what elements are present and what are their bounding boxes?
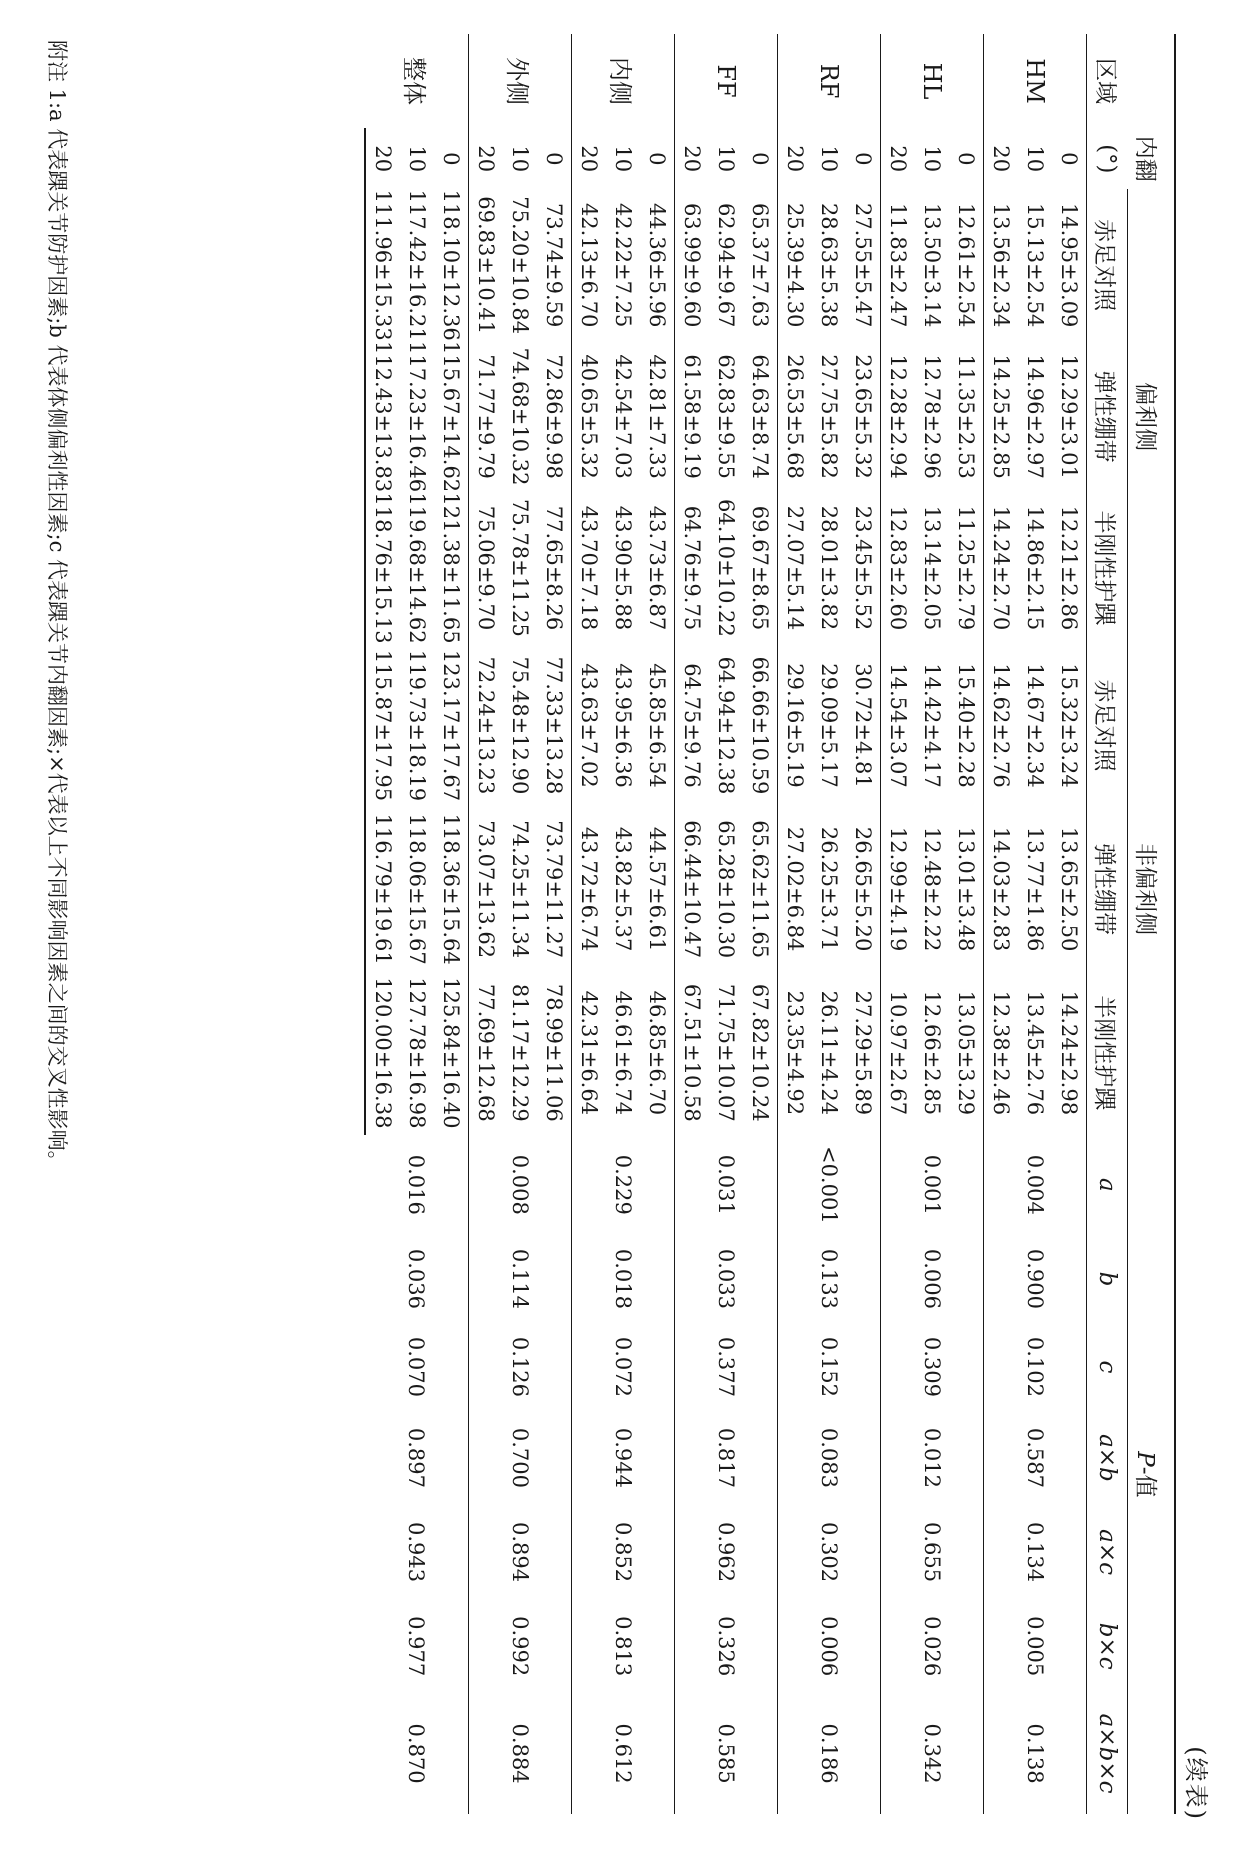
p-value-cell: 0.138 [1023,1723,1047,1784]
angle-cell: 20 [783,145,807,173]
angle-cell: 20 [365,128,400,189]
p-value-cell: 0.134 [1023,1521,1047,1583]
value-cell: 12.28±2.94 [886,354,910,479]
angle-cell: 0 [1057,152,1081,166]
value-cell: 73.74±9.59 [537,189,572,340]
value-cell: 10.97±2.67 [886,990,910,1116]
p-value-cell: 0.897 [365,1411,469,1505]
header-condition-semirigid-1: 半刚性护踝 [1087,492,1128,643]
value-cell: 118.36±15.64 [434,807,469,971]
value-cell: 121.38±11.65 [434,492,469,643]
p-value-cell: 0.186 [778,1693,881,1814]
value-cell: 11.83±2.47 [886,202,910,328]
region-cell: 内侧 [572,34,675,128]
value-cell: 28.01±3.82 [817,505,841,631]
p-value-cell: 0.229 [572,1135,675,1235]
p-value-cell: 0.012 [881,1411,984,1505]
table-row [1052,34,1087,1814]
value-cell: 77.65±8.26 [537,492,572,643]
value-cell: 43.70±7.18 [577,505,601,631]
p-value-cell: 0.900 [1023,1248,1047,1309]
value-cell: 27.02±6.84 [783,826,807,952]
continued-label: (续表) [1182,1746,1210,1821]
angle-cell: 20 [886,145,910,173]
p-value-cell: 0.102 [1023,1336,1047,1397]
p-value-cell: 0.377 [675,1323,778,1411]
value-cell: 27.55±5.47 [846,189,881,340]
value-cell: 62.83±9.55 [714,354,738,479]
angle-cell: 0 [434,128,469,189]
p-value-cell: 0.016 [365,1135,469,1235]
value-cell: 115.67±14.62 [434,341,469,492]
p-value-cell: 0.031 [675,1135,778,1235]
value-cell: 118.06±15.67 [405,813,429,965]
value-cell: 46.61±6.74 [611,990,635,1116]
value-cell: 26.65±5.20 [846,807,881,971]
header-p-b: b [1087,1235,1128,1323]
value-cell: 119.68±14.62 [405,492,429,644]
region-cell: RF [778,34,881,128]
p-value-cell: 0.943 [365,1505,469,1599]
value-cell: 117.23±16.46 [405,340,429,493]
value-cell: 123.17±17.67 [434,644,469,808]
value-cell: 12.78±2.96 [920,354,944,479]
value-cell: 75.06±9.70 [474,505,498,631]
value-cell: 23.35±4.92 [783,990,807,1116]
value-cell: 27.29±5.89 [846,971,881,1135]
region-cell: FF [675,34,778,128]
value-cell: 64.10±10.22 [714,499,738,637]
table-row [640,34,675,1814]
value-cell: 42.81±7.33 [640,341,675,492]
p-value-cell: 0.870 [365,1693,469,1814]
value-cell: 44.36±5.96 [640,189,675,340]
value-cell: 71.77±9.79 [474,354,498,479]
value-cell: 29.09±5.17 [817,663,841,788]
p-value-cell: 0.612 [572,1693,675,1814]
p-value-cell: 0.070 [365,1323,469,1411]
value-cell: 72.24±13.23 [474,656,498,795]
value-cell: 61.58±9.19 [680,354,704,479]
p-value-cell: 0.852 [572,1505,675,1599]
value-cell: 43.82±5.37 [611,826,635,952]
p-value-cell: 0.813 [572,1599,675,1693]
p-value-cell: 0.585 [675,1693,778,1814]
angle-cell: 10 [405,145,429,173]
value-cell: 117.42±16.21 [405,189,429,341]
value-cell: 42.54±7.03 [611,354,635,479]
value-cell: 12.99±4.19 [886,826,910,952]
p-value-cell: 0.033 [675,1235,778,1323]
p-value-cell: 0.133 [778,1235,881,1323]
results-table [364,34,1176,1814]
value-cell: 42.31±6.64 [577,990,601,1116]
table-row [537,34,572,1814]
p-value-cell: 0.004 [1023,1154,1047,1215]
header-condition-barefoot-1: 赤足对照 [1087,189,1128,340]
p-value-cell: <0.001 [778,1135,881,1235]
value-cell: 13.77±1.86 [1023,826,1047,952]
value-cell: 72.86±9.98 [537,341,572,492]
value-cell: 73.79±11.27 [537,807,572,971]
value-cell: 14.95±3.09 [1057,202,1081,328]
header-condition-elastic-1: 弹性绷带 [1087,341,1128,492]
value-cell: 12.29±3.01 [1057,354,1081,479]
p-value-cell: 0.152 [778,1323,881,1411]
angle-cell: 0 [846,128,881,189]
angle-cell: 10 [508,145,532,173]
value-cell: 119.73±18.19 [405,649,429,802]
value-cell: 13.01±3.48 [949,807,984,971]
value-cell: 43.72±6.74 [577,826,601,952]
value-cell: 27.75±5.82 [817,354,841,479]
p-value-cell: 0.008 [469,1135,572,1235]
angle-cell: 10 [611,145,635,173]
value-cell: 14.96±2.97 [1023,354,1047,479]
value-cell: 77.33±13.28 [537,644,572,808]
angle-cell: 10 [920,145,944,173]
value-cell: 64.76±9.75 [680,505,704,631]
value-cell: 64.94±12.38 [714,656,738,795]
p-value-cell: 0.944 [572,1411,675,1505]
header-region: 区域 [1087,34,1128,128]
value-cell: 27.07±5.14 [783,505,807,631]
p-value-cell: 0.884 [469,1693,572,1814]
value-cell: 73.07±13.62 [474,820,498,959]
region-cell: 外侧 [469,34,572,128]
value-cell: 13.65±2.50 [1057,826,1081,952]
value-cell: 12.83±2.60 [886,505,910,631]
angle-cell: 0 [743,128,778,189]
value-cell: 29.16±5.19 [783,663,807,788]
value-cell: 14.24±2.98 [1057,990,1081,1116]
header-p-axc: a×c [1087,1505,1128,1599]
p-value-cell: 0.700 [469,1411,572,1505]
value-cell: 15.32±3.24 [1057,663,1081,788]
p-value-cell: 0.072 [572,1323,675,1411]
p-value-cell: 0.977 [365,1599,469,1693]
region-cell: HM [1021,58,1049,104]
table-row [949,34,984,1814]
value-cell: 26.11±4.24 [817,990,841,1116]
value-cell: 118.10±12.36 [434,189,469,340]
value-cell: 71.75±10.07 [714,983,738,1122]
value-cell: 25.39±4.30 [783,202,807,328]
value-cell: 75.78±11.25 [508,499,532,637]
header-p-axb: a×b [1087,1411,1128,1505]
p-value-cell: 0.326 [675,1599,778,1693]
p-value-cell: 0.006 [778,1599,881,1693]
header-p-c: c [1087,1323,1128,1411]
value-cell: 30.72±4.81 [846,644,881,808]
value-cell: 26.25±3.71 [817,826,841,952]
header-unaffected-side: 非偏利侧 [1128,644,1176,1135]
value-cell: 69.83±10.41 [474,196,498,335]
angle-cell: 20 [577,145,601,173]
p-value-cell: 0.342 [881,1693,984,1814]
value-cell: 66.66±10.59 [743,644,778,808]
value-cell: 13.50±3.14 [920,202,944,328]
value-cell: 116.79±19.61 [365,807,400,971]
value-cell: 77.69±12.68 [474,983,498,1122]
header-p-bxc: b×c [1087,1599,1128,1693]
value-cell: 120.00±16.38 [365,971,400,1135]
value-cell: 12.38±2.46 [989,990,1013,1116]
value-cell: 14.54±3.07 [886,663,910,788]
value-cell: 11.35±2.53 [949,341,984,492]
value-cell: 67.51±10.58 [680,983,704,1122]
header-affected-side: 偏利侧 [1128,189,1176,643]
value-cell: 23.45±5.52 [846,492,881,643]
angle-cell: 0 [949,128,984,189]
value-cell: 43.90±5.88 [611,505,635,631]
value-cell: 118.76±15.13 [365,492,400,643]
region-cell: 整体 [365,34,469,128]
value-cell: 12.66±2.85 [920,990,944,1116]
value-cell: 14.62±2.76 [989,663,1013,788]
value-cell: 81.17±12.29 [508,983,532,1122]
value-cell: 15.40±2.28 [949,644,984,808]
value-cell: 115.87±17.95 [365,644,400,808]
angle-cell: 20 [680,145,704,173]
header-condition-semirigid-2: 半刚性护踝 [1087,971,1128,1135]
p-value-cell: 0.018 [572,1235,675,1323]
value-cell: 125.84±16.40 [434,971,469,1135]
table-body [365,34,1087,1814]
angle-cell: 10 [817,145,841,173]
value-cell: 11.25±2.79 [949,492,984,643]
value-cell: 69.67±8.65 [743,492,778,643]
value-cell: 28.63±5.38 [817,202,841,328]
value-cell: 23.65±5.32 [846,341,881,492]
value-cell: 43.73±6.87 [640,492,675,643]
p-value-cell: 0.036 [365,1235,469,1323]
header-inversion: 内翻 [1128,128,1176,189]
value-cell: 12.61±2.54 [949,189,984,340]
p-value-cell: 0.894 [469,1505,572,1599]
value-cell: 74.25±11.34 [508,820,532,959]
value-cell: 13.14±2.05 [920,505,944,631]
p-value-cell: 0.114 [469,1235,572,1323]
value-cell: 112.43±13.83 [365,341,400,492]
header-condition-barefoot-2: 赤足对照 [1087,644,1128,808]
header-condition-elastic-2: 弹性绷带 [1087,807,1128,971]
region-cell: HL [881,34,984,128]
value-cell: 14.24±2.70 [989,505,1013,631]
angle-cell: 0 [537,128,572,189]
footnote: 附注 1:a 代表踝关节防护因素;b 代表体侧偏利性因素;c 代表踝关节内翻因素;×代表以上不同影响因素之间的交叉性影响。 [45,40,69,1172]
p-value-cell: 0.026 [881,1599,984,1693]
value-cell: 67.82±10.24 [743,971,778,1135]
p-value-cell: 0.006 [881,1235,984,1323]
header-p-value: P-值 [1128,1135,1176,1814]
p-value-cell: 0.309 [881,1323,984,1411]
value-cell: 12.21±2.86 [1057,505,1081,631]
angle-cell: 20 [474,145,498,173]
value-cell: 43.95±6.36 [611,663,635,788]
value-cell: 127.78±16.98 [405,977,429,1129]
value-cell: 64.63±8.74 [743,341,778,492]
p-value-cell: 0.992 [469,1599,572,1693]
table-row [743,34,778,1814]
value-cell: 62.94±9.67 [714,202,738,328]
angle-cell: 10 [714,145,738,173]
value-cell: 74.68±10.32 [508,347,532,486]
value-cell: 78.99±11.06 [537,971,572,1135]
value-cell: 12.48±2.22 [920,826,944,952]
value-cell: 14.86±2.15 [1023,505,1047,631]
p-value-cell: 0.655 [881,1505,984,1599]
p-value-cell: 0.083 [778,1411,881,1505]
header-p-a: a [1087,1135,1128,1235]
p-value-cell: 0.302 [778,1505,881,1599]
value-cell: 15.13±2.54 [1023,202,1047,328]
value-cell: 42.22±7.25 [611,202,635,328]
value-cell: 75.48±12.90 [508,656,532,795]
value-cell: 65.28±10.30 [714,820,738,959]
value-cell: 65.37±7.63 [743,189,778,340]
p-value-cell: 0.005 [1023,1616,1047,1677]
value-cell: 26.53±5.68 [783,354,807,479]
value-cell: 43.63±7.02 [577,663,601,788]
p-value-cell: 0.126 [469,1323,572,1411]
value-cell: 46.85±6.70 [640,971,675,1135]
value-cell: 65.62±11.65 [743,807,778,971]
value-cell: 111.96±15.33 [365,189,400,340]
value-cell: 13.05±3.29 [949,971,984,1135]
value-cell: 64.75±9.76 [680,663,704,788]
value-cell: 42.13±6.70 [577,202,601,328]
p-value-cell: 0.817 [675,1411,778,1505]
value-cell: 14.42±4.17 [920,663,944,788]
table-row [846,34,881,1814]
angle-cell: 0 [640,128,675,189]
p-value-cell: 0.587 [1023,1427,1047,1488]
value-cell: 66.44±10.47 [680,820,704,959]
value-cell: 40.65±5.32 [577,354,601,479]
table-row [434,34,469,1814]
value-cell: 13.45±2.76 [1023,990,1047,1116]
value-cell: 44.57±6.61 [640,807,675,971]
value-cell: 14.67±2.34 [1023,663,1047,788]
value-cell: 14.25±2.85 [989,354,1013,479]
p-value-cell: 0.001 [881,1135,984,1235]
value-cell: 14.03±2.83 [989,826,1013,952]
value-cell: 45.85±6.54 [640,644,675,808]
value-cell: 13.56±2.34 [989,202,1013,328]
header-inversion-unit: (°) [1087,128,1128,189]
value-cell: 63.99±9.60 [680,202,704,328]
header-p-axbxc: a×b×c [1087,1693,1128,1814]
angle-cell: 10 [1023,145,1047,173]
value-cell: 75.20±10.84 [508,196,532,335]
p-value-cell: 0.962 [675,1505,778,1599]
angle-cell: 20 [989,145,1013,173]
